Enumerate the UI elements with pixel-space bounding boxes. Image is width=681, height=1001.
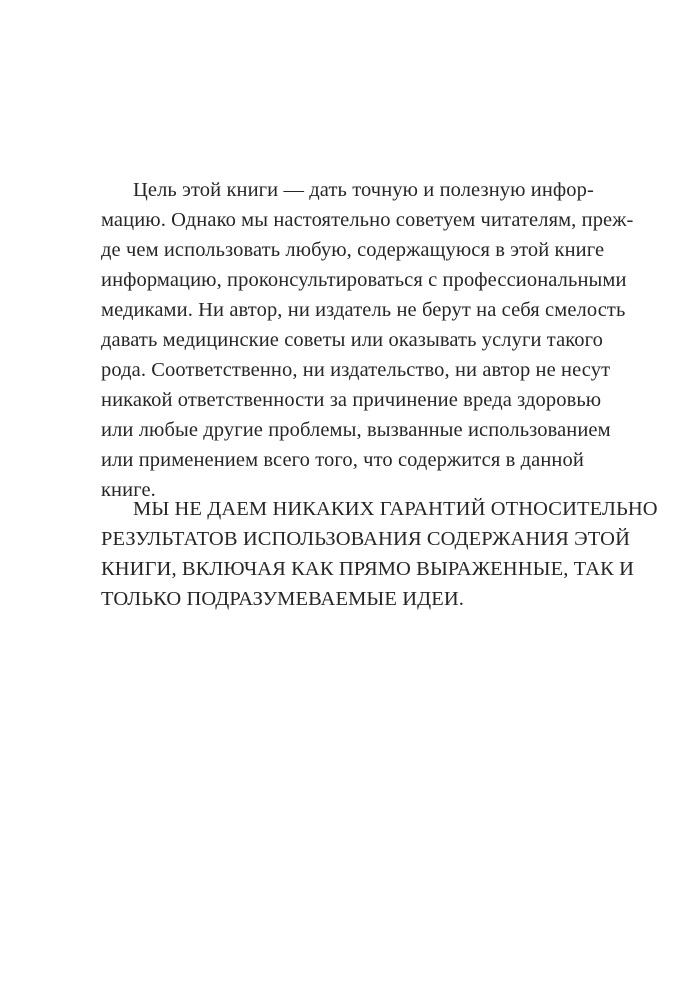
guarantee-line: РЕЗУЛЬТАТОВ ИСПОЛЬЗОВАНИЯ СОДЕРЖАНИЯ ЭТОЙ <box>101 528 630 550</box>
disclaimer-line: рода. Соответственно, ни издательство, ни автор не несут <box>101 359 611 381</box>
disclaimer-line: или любые другие проблемы, вызванные использованием <box>101 419 611 441</box>
guarantee-line: КНИГИ, ВКЛЮЧАЯ КАК ПРЯМО ВЫРАЖЕННЫЕ, ТАК И <box>101 558 635 580</box>
disclaimer-line: медиками. Ни автор, ни издатель не берут на себя смелость <box>101 299 626 321</box>
disclaimer-line: информацию, проконсультироваться с профессиональными <box>101 269 627 291</box>
disclaimer-line: или применением всего того, что содержится в данной <box>101 449 584 471</box>
guarantee-line: МЫ НЕ ДАЕМ НИКАКИХ ГАРАНТИЙ ОТНОСИТЕЛЬНО <box>133 498 658 520</box>
guarantee-line: ТОЛЬКО ПОДРАЗУМЕВАЕМЫЕ ИДЕИ. <box>101 588 464 610</box>
disclaimer-line: Цель этой книги — дать точную и полезную инфор- <box>133 179 594 201</box>
disclaimer-line: де чем использовать любую, содержащуюся в этой книге <box>101 239 605 261</box>
disclaimer-line: книге. <box>101 479 156 501</box>
disclaimer-paragraph <box>101 175 634 505</box>
disclaimer-line: никакой ответственности за причинение вреда здоровью <box>101 389 602 411</box>
guarantee-paragraph <box>101 494 658 614</box>
disclaimer-line: давать медицинские советы или оказывать услуги такого <box>101 329 604 351</box>
disclaimer-line: мацию. Однако мы настоятельно советуем читателям, преж- <box>101 209 634 231</box>
